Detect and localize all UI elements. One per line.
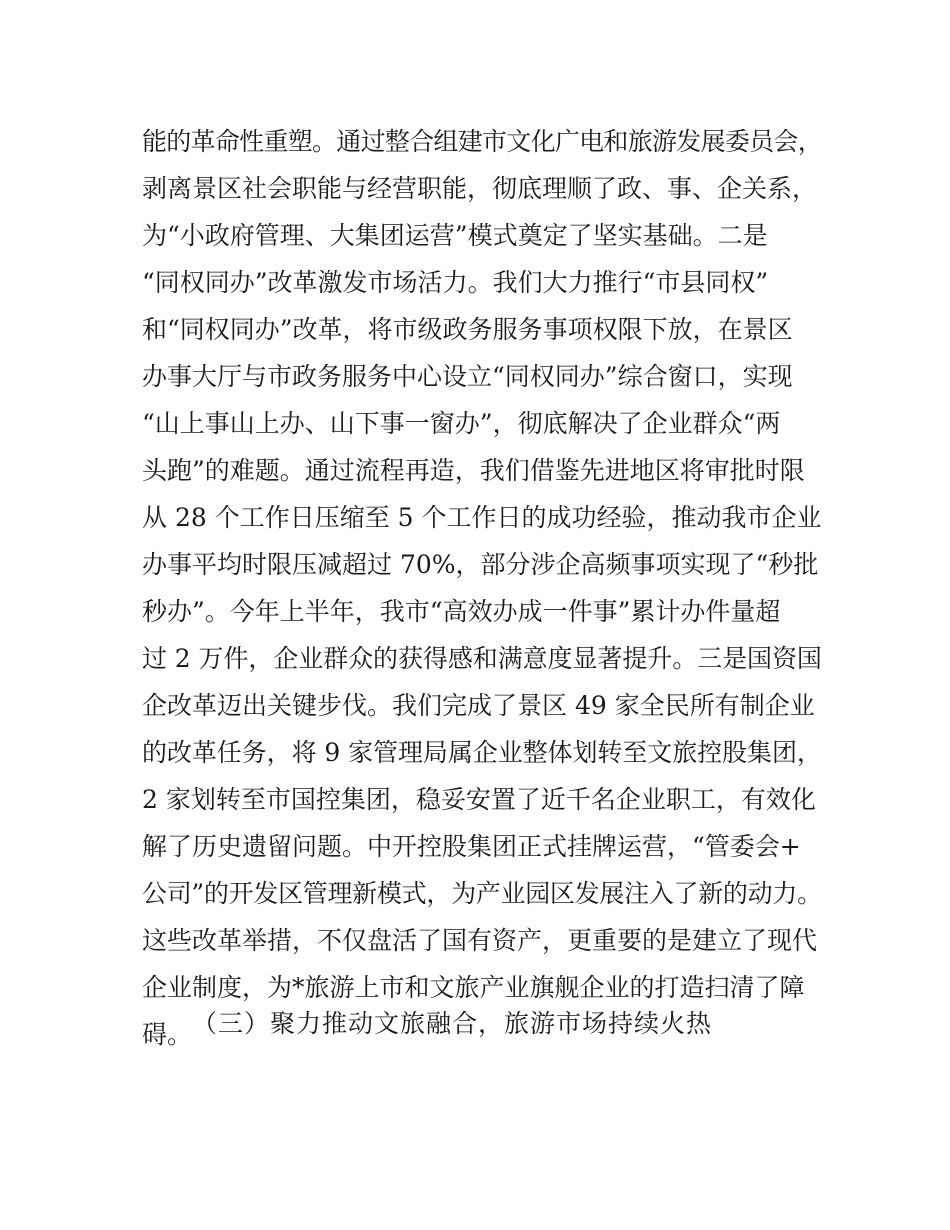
body-paragraph <box>142 118 822 1058</box>
paragraph-line: “山上事山上办、山下事一窗办”，彻底解决了企业群众“两 <box>142 409 781 438</box>
paragraph-line: “同权同办”改革激发市场活力。我们大力推行“市县同权” <box>142 268 769 297</box>
paragraph-line: 和“同权同办”改革，将市级政务服务事项权限下放，在景区 <box>142 315 793 344</box>
paragraph-line: 头跑”的难题。通过流程再造，我们借鉴先进地区将审批时限 <box>142 456 805 485</box>
paragraph-line: 2 家划转至市国控集团，稳妥安置了近千名企业职工，有效化 <box>142 785 816 814</box>
paragraph-line: 过 2 万件，企业群众的获得感和满意度显著提升。三是国资国 <box>142 644 822 673</box>
paragraph-line: 这些改革举措，不仅盘活了国有资产，更重要的是建立了现代 <box>142 926 818 955</box>
paragraph-line: 解了历史遗留问题。中开控股集团正式挂牌运营，“管委会+ <box>142 832 801 861</box>
paragraph-line: 秒办”。今年上半年，我市“高效办成一件事”累计办件量超 <box>142 597 781 626</box>
paragraph-line: 企业制度，为*旅游上市和文旅产业旗舰企业的打造扫清了障 <box>142 973 805 1002</box>
paragraph-line: 的改革任务，将 9 家管理局属企业整体划转至文旅控股集团， <box>142 738 822 767</box>
paragraph-line: 能的革命性重塑。通过整合组建市文化广电和旅游发展委员会， <box>142 127 823 156</box>
paragraph-line: 从 28 个工作日压缩至 5 个工作日的成功经验，推动我市企业 <box>142 503 822 532</box>
paragraph-line: 公司”的开发区管理新模式，为产业园区发展注入了新的动力。 <box>142 879 822 908</box>
paragraph-line: 碍。 <box>142 1020 193 1049</box>
paragraph-line: 为“小政府管理、大集团运营”模式奠定了坚实基础。二是 <box>142 221 768 250</box>
section-heading: （三）聚力推动文旅融合，旅游市场持续火热 <box>192 1009 713 1038</box>
paragraph-line: 办事大厅与市政务服务中心设立“同权同办”综合窗口，实现 <box>142 362 793 391</box>
paragraph-line: 剥离景区社会职能与经营职能，彻底理顺了政、事、企关系， <box>142 174 818 203</box>
paragraph-line: 办事平均时限压减超过 70%，部分涉企高频事项实现了“秒批 <box>142 550 819 579</box>
paragraph-line: 企改革迈出关键步伐。我们完成了景区 49 家全民所有制企业 <box>142 691 815 720</box>
